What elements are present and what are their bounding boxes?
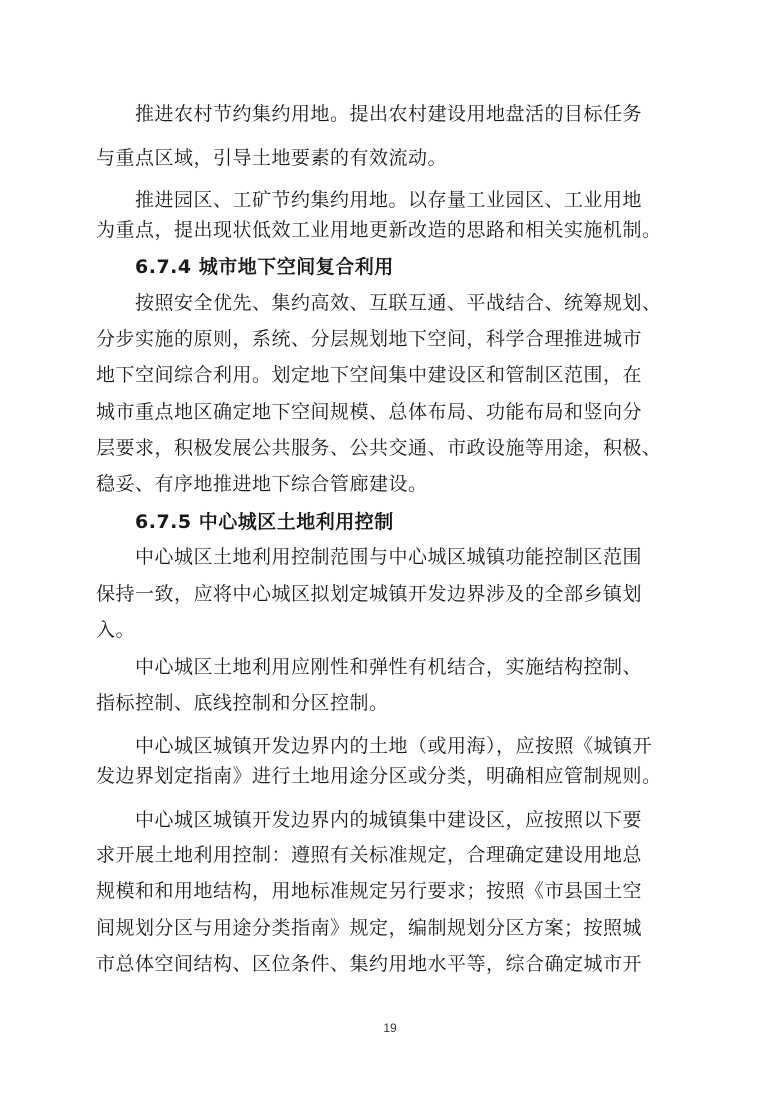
paragraph-line: 间规划分区与用途分类指南》规定，编制规划分区方案；按照城: [96, 917, 643, 939]
paragraph-line: 稳妥、有序地推进地下综合管廊建设。: [96, 473, 428, 495]
paragraph-line: 与重点区域，引导土地要素的有效流动。: [96, 147, 448, 169]
section-heading-6-7-4: 6.7.4 城市地下空间复合利用: [96, 256, 394, 278]
paragraph-line: 发边界划定指南》进行土地用途分区或分类，明确相应管制规则。: [96, 765, 662, 787]
paragraph-line: 保持一致，应将中心城区拟划定城镇开发边界涉及的全部乡镇划: [96, 583, 643, 605]
paragraph-line: 规模和和用地结构，用地标准规定另行要求；按照《市县国土空: [96, 880, 643, 902]
paragraph-line: 市总体空间结构、区位条件、集约用地水平等，综合确定城市开: [96, 953, 643, 975]
paragraph-line: 入。: [96, 619, 136, 641]
paragraph-line: 中心城区土地利用应刚性和弹性有机结合，实施结构控制、: [96, 656, 643, 678]
paragraph-line: 推进园区、工矿节约集约用地。以存量工业园区、工业用地: [96, 189, 643, 211]
paragraph-line: 分步实施的原则，系统、分层规划地下空间，科学合理推进城市: [96, 328, 643, 350]
section-heading-6-7-5: 6.7.5 中心城区土地利用控制: [96, 511, 394, 533]
paragraph-line: 指标控制、底线控制和分区控制。: [96, 692, 389, 714]
paragraph-line: 中心城区城镇开发边界内的土地（或用海），应按照《城镇开: [96, 735, 653, 757]
paragraph-line: 中心城区土地利用控制范围与中心城区城镇功能控制区范围: [96, 546, 643, 568]
paragraph-line: 层要求，积极发展公共服务、公共交通、市政设施等用途，积极、: [96, 437, 662, 459]
page-number: 19: [383, 1021, 397, 1035]
paragraph-line: 城市重点地区确定地下空间规模、总体布局、功能布局和竖向分: [96, 401, 643, 423]
paragraph-line: 按照安全优先、集约高效、互联互通、平战结合、统筹规划、: [96, 292, 662, 314]
paragraph-line: 推进农村节约集约用地。提出农村建设用地盘活的目标任务: [96, 103, 643, 125]
paragraph-line: 求开展土地利用控制：遵照有关标准规定，合理确定建设用地总: [96, 844, 643, 866]
paragraph-line: 中心城区城镇开发边界内的城镇集中建设区，应按照以下要: [96, 809, 643, 831]
paragraph-line: 为重点，提出现状低效工业用地更新改造的思路和相关实施机制。: [96, 219, 662, 241]
paragraph-line: 地下空间综合利用。划定地下空间集中建设区和管制区范围，在: [96, 364, 643, 386]
